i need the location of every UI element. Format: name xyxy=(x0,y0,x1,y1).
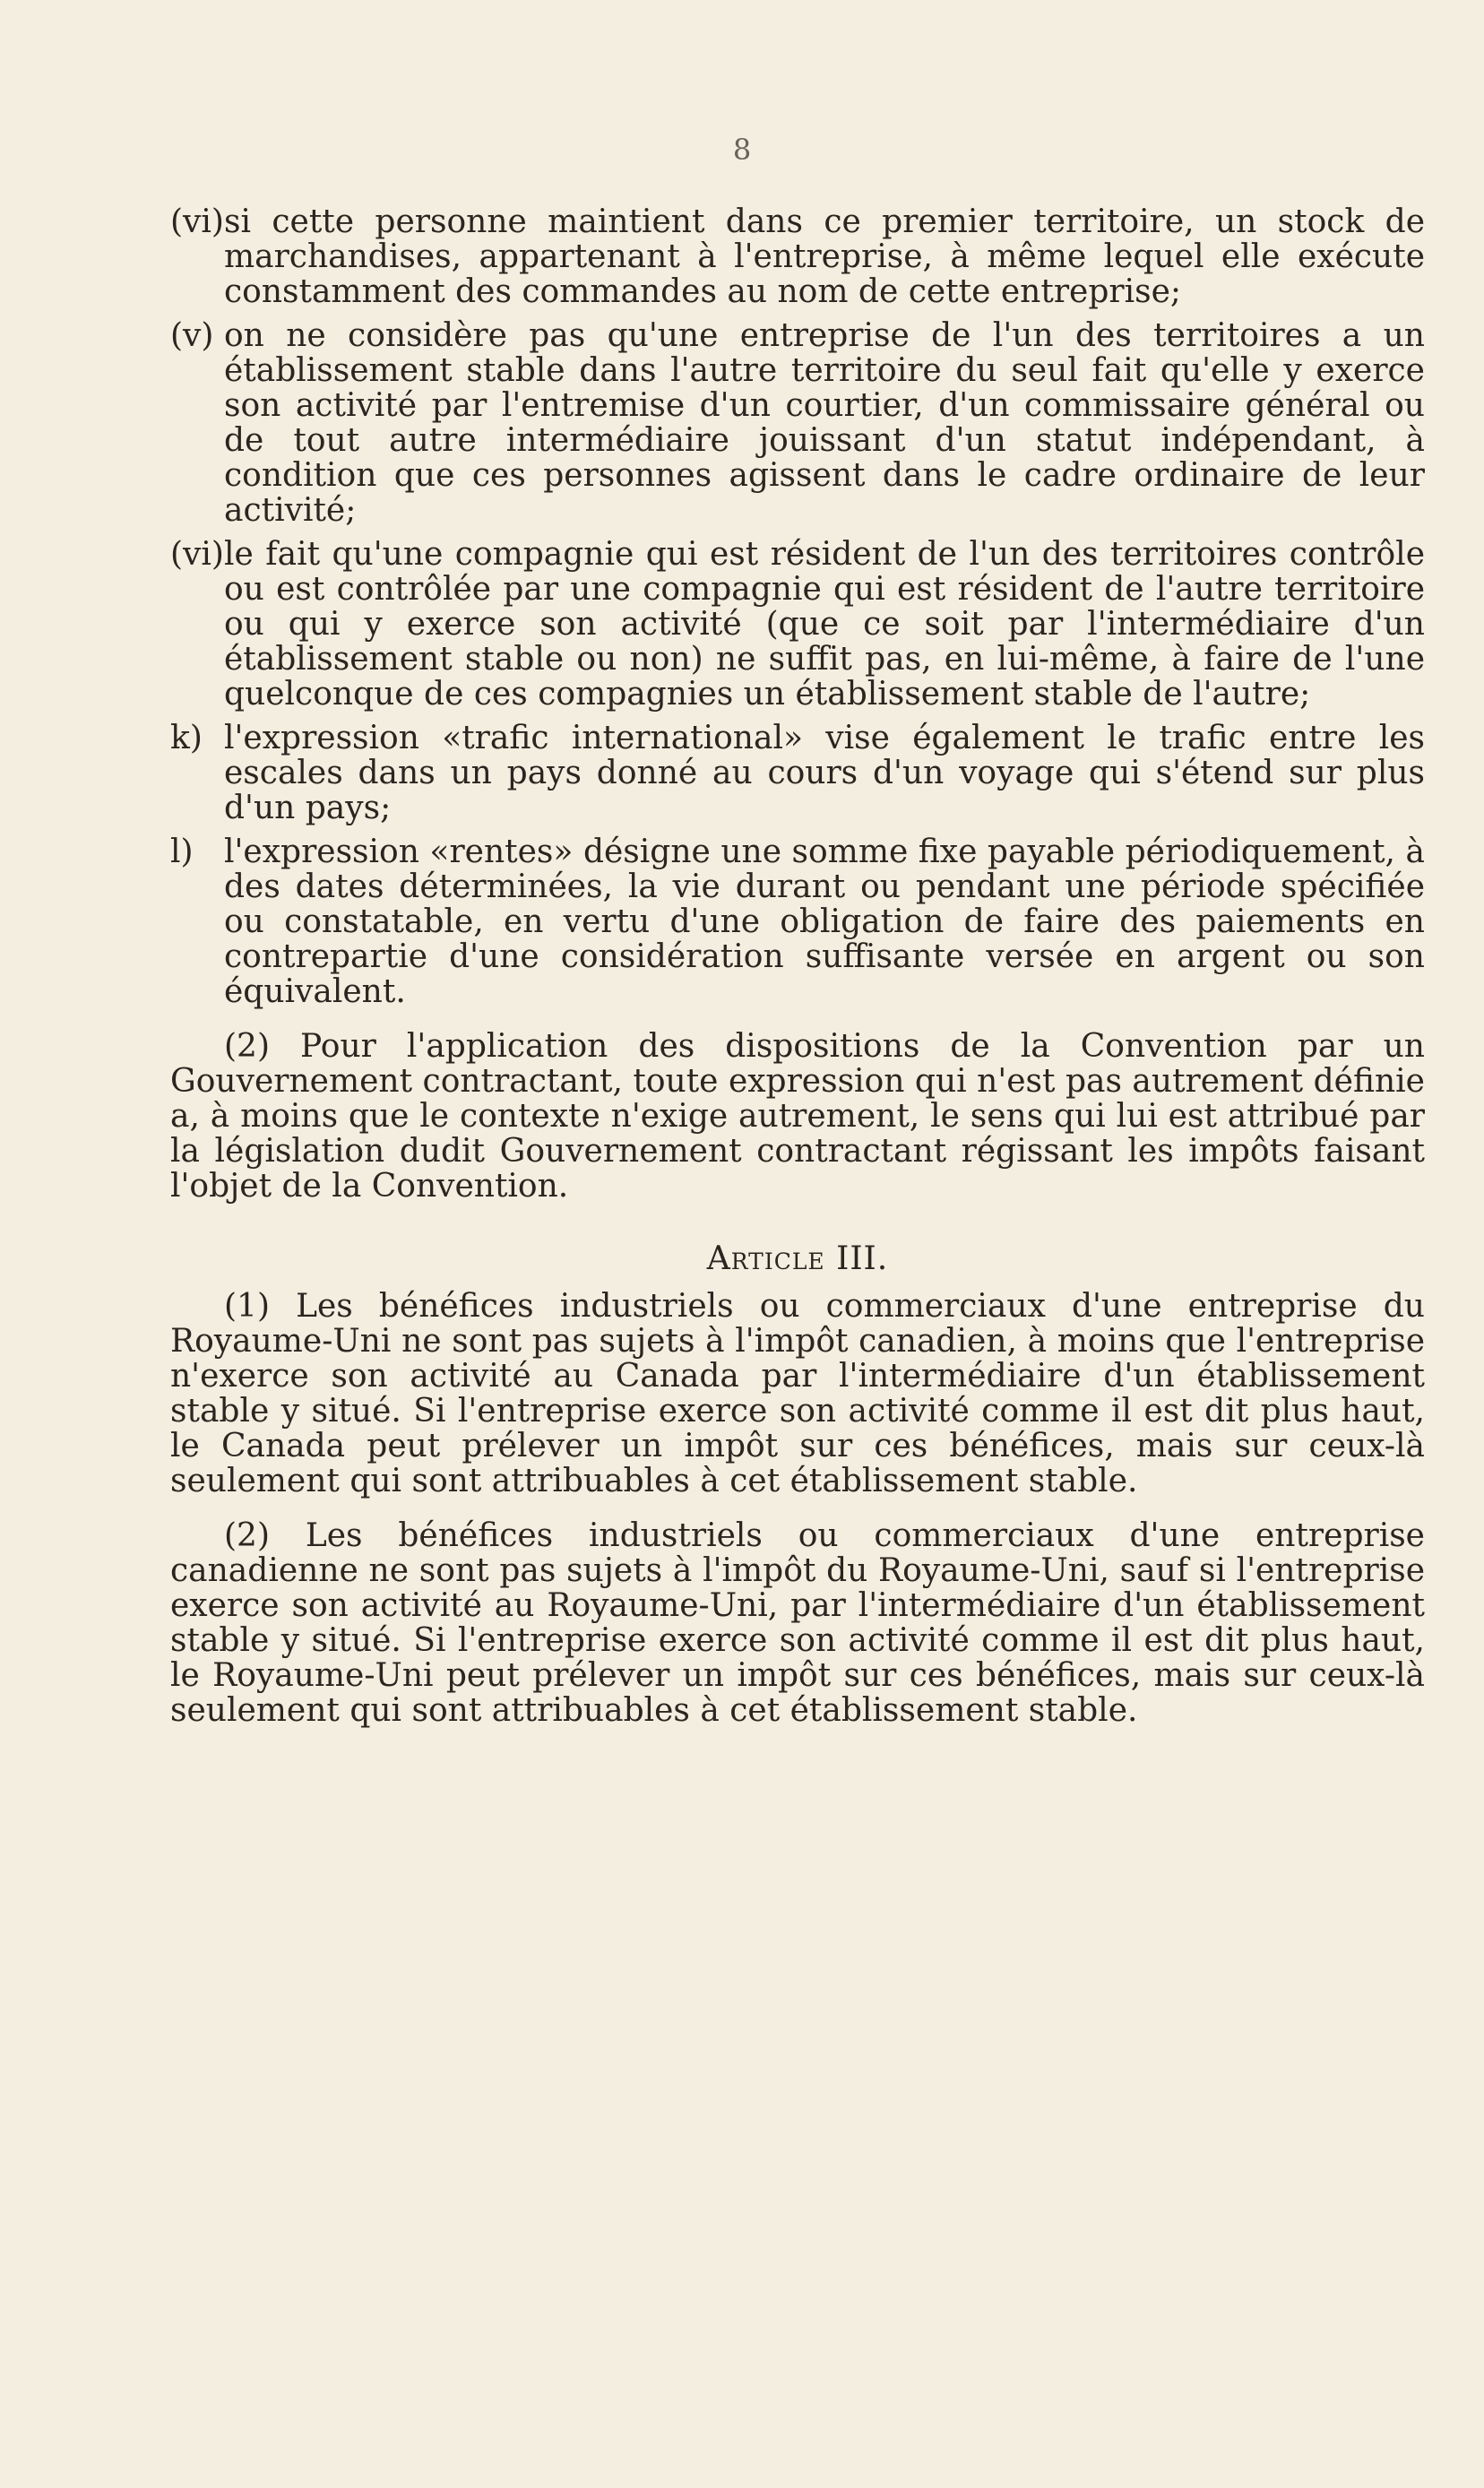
item-label: l) xyxy=(170,834,194,870)
item-text: si cette personne maintient dans ce premier territoire, un stock de marchandises, appartenant à l'entreprise, à même lequel elle exécute constamment des commandes au nom de cette entreprise; xyxy=(224,203,1425,310)
list-item xyxy=(170,834,1425,1009)
article-title: Article III. xyxy=(706,1240,889,1277)
list-item xyxy=(170,204,1425,309)
article-paragraph-1: (1) Les bénéfices industriels ou commerciaux d'une entreprise du Royaume-Uni ne sont pas sujets à l'impôt canadien, à moins que l'entreprise n'exerce son activité au Canada par l'intermédiaire d'un établissement stable y situé. Si l'entreprise exerce son activité comme il est dit plus haut, le Canada peut prélever un impôt sur ces bénéfices, mais sur ceux-là seulement qui sont attribuables à cet établissement stable. xyxy=(170,1288,1425,1499)
item-text: le fait qu'une compagnie qui est résident de l'un des territoires contrôle ou est contrôlée par une compagnie qui est résident de l'autre territoire ou qui y exerce son activité (que ce soit par l'intermédiaire d'un établissement stable ou non) ne suffit pas, en lui-même, à faire de l'une quelconque de ces compagnies un établissement stable de l'autre; xyxy=(224,536,1425,713)
list-item xyxy=(170,537,1425,712)
item-text: l'expression «trafic international» vise également le trafic entre les escales dans un pays donné au cours d'un voyage qui s'étend sur plus d'un pays; xyxy=(224,720,1425,826)
paragraph-2: (2) Pour l'application des dispositions de la Convention par un Gouvernement contractant, toute expression qui n'est pas autrement définie a, à moins que le contexte n'exige autrement, le sens qui lui est attribué par la législation dudit Gouvernement contractant régissant les impôts faisant l'objet de la Convention. xyxy=(170,1028,1425,1205)
definitions-list xyxy=(170,204,1425,1737)
article-paragraph-2: (2) Les bénéfices industriels ou commerciaux d'une entreprise canadienne ne sont pas sujets à l'impôt du Royaume-Uni, sauf si l'entreprise exerce son activité au Royaume-Uni, par l'intermédiaire d'un établissement stable y situé. Si l'entreprise exerce son activité comme il est dit plus haut, le Royaume-Uni peut prélever un impôt sur ces bénéfices, mais sur ceux-là seulement qui sont attribuables à cet établissement stable. xyxy=(170,1517,1425,1729)
list-item xyxy=(170,318,1425,528)
item-label: k) xyxy=(170,720,203,756)
item-label: (vi) xyxy=(170,203,224,240)
item-label: (v) xyxy=(170,317,214,354)
list-item xyxy=(170,721,1425,825)
item-text: l'expression «rentes» désigne une somme fixe payable périodiquement, à des dates déterminées, la vie durant ou pendant une période spécifiée ou constatable, en vertu d'une obligation de faire des paiements en contrepartie d'une considération suffisante versée en argent ou son équivalent. xyxy=(224,834,1425,1010)
item-label: (vi) xyxy=(170,536,224,573)
page-number: 8 xyxy=(732,133,752,167)
item-text: on ne considère pas qu'une entreprise de l'un des territoires a un établissement stable dans l'autre territoire du seul fait qu'elle y exerce son activité par l'entremise d'un courtier, d'un commissaire général ou de tout autre intermédiaire jouissant d'un statut indépendant, à condition que ces personnes agissent dans le cadre ordinaire de leur activité; xyxy=(224,317,1425,529)
